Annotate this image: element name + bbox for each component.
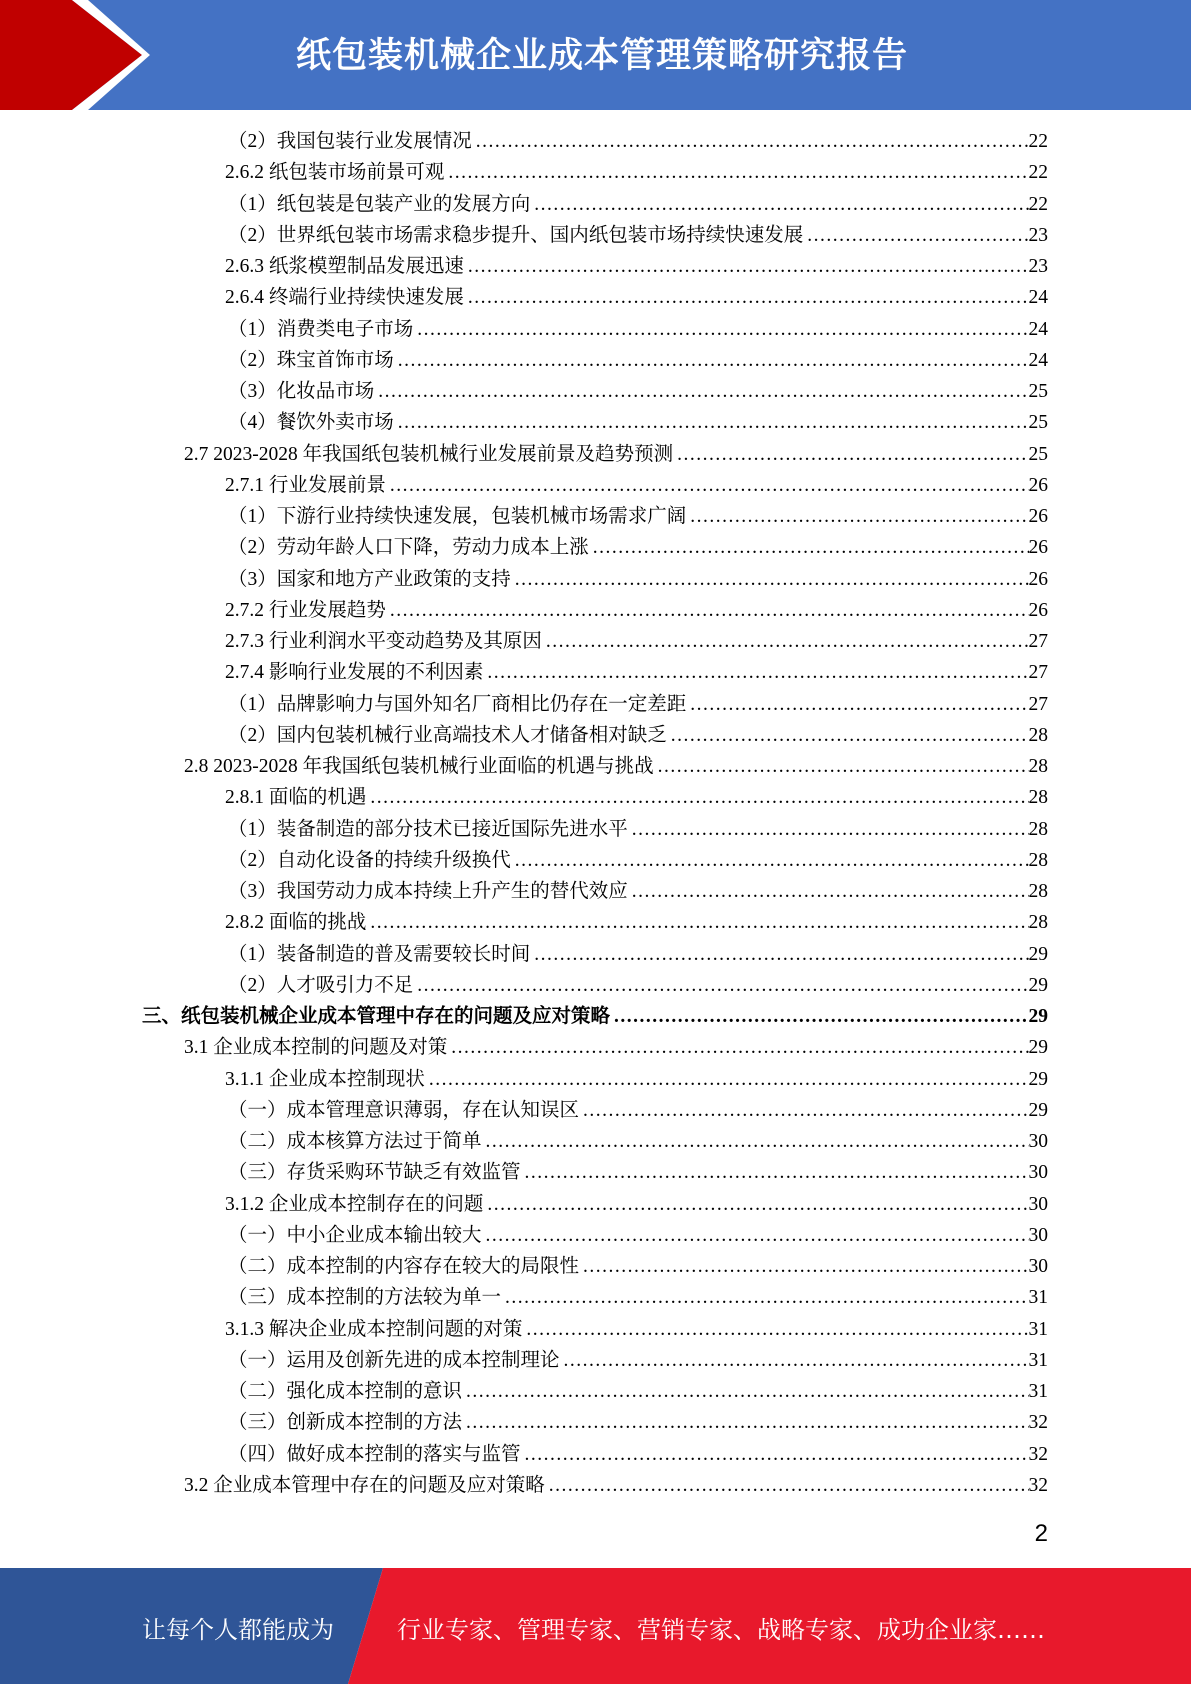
toc-leader-dots xyxy=(466,1376,1028,1407)
toc-entry-page: 31 xyxy=(1028,1287,1048,1309)
toc-leader-dots xyxy=(583,1095,1028,1126)
toc-entry-page: 28 xyxy=(1028,881,1048,902)
toc-leader-dots xyxy=(690,501,1028,532)
toc-entry[interactable] xyxy=(225,251,1048,282)
toc-entry-title: （2）自动化设备的持续升级换代 xyxy=(228,849,511,871)
toc-leader-dots xyxy=(466,1407,1028,1438)
page-footer xyxy=(0,1568,1191,1684)
toc-entry[interactable] xyxy=(228,1220,1048,1251)
toc-entry-page: 30 xyxy=(1028,1162,1048,1184)
toc-entry-page: 28 xyxy=(1028,912,1048,934)
toc-leader-dots xyxy=(526,1314,1028,1345)
toc-entry-page: 31 xyxy=(1028,1349,1048,1371)
toc-entry-page: 24 xyxy=(1028,287,1048,309)
toc-leader-dots xyxy=(593,532,1029,563)
toc-entry-page: 30 xyxy=(1028,1193,1048,1215)
toc-entry[interactable] xyxy=(225,1064,1048,1095)
toc-entry-page: 22 xyxy=(1028,162,1048,184)
toc-entry[interactable] xyxy=(184,1032,1048,1063)
toc-entry[interactable] xyxy=(228,376,1048,407)
toc-entry[interactable] xyxy=(228,407,1048,438)
toc-entry-page: 26 xyxy=(1028,599,1048,621)
toc-entry-title: （一）运用及创新先进的成本控制理论 xyxy=(228,1349,560,1371)
toc-entry[interactable] xyxy=(225,1314,1048,1345)
toc-leader-dots xyxy=(564,1345,1029,1376)
toc-entry-page: 28 xyxy=(1028,849,1048,871)
toc-leader-dots xyxy=(525,1439,1029,1470)
toc-entry[interactable] xyxy=(228,1251,1048,1282)
toc-entry-title: （2）国内包装机械行业高端技术人才储备相对缺乏 xyxy=(228,724,667,746)
toc-entry-title: 3.1.1 企业成本控制现状 xyxy=(225,1068,425,1090)
toc-leader-dots xyxy=(398,407,1029,438)
toc-entry-page: 24 xyxy=(1028,349,1048,371)
toc-entry-title: （三）创新成本控制的方法 xyxy=(228,1412,463,1434)
toc-entry[interactable] xyxy=(228,1095,1048,1126)
toc-entry[interactable] xyxy=(225,282,1048,313)
toc-entry-title: （3）国家和地方产业政策的支持 xyxy=(228,568,511,590)
toc-entry-title: 2.8 2023-2028 年我国纸包装机械行业面临的机遇与挑战 xyxy=(184,756,654,777)
toc-entry-page: 24 xyxy=(1028,318,1048,340)
toc-leader-dots xyxy=(505,1282,1028,1313)
toc-leader-dots xyxy=(534,939,1028,970)
toc-entry-page: 25 xyxy=(1028,412,1048,434)
toc-entry-title: 2.7.1 行业发展前景 xyxy=(225,474,386,496)
toc-entry[interactable] xyxy=(228,876,1048,907)
toc-entry[interactable] xyxy=(228,345,1048,376)
toc-entry[interactable] xyxy=(228,970,1048,1001)
toc-entry[interactable] xyxy=(225,595,1048,626)
toc-entry[interactable] xyxy=(225,782,1048,813)
toc-leader-dots xyxy=(546,626,1029,657)
toc-entry-title: 2.7 2023-2028 年我国纸包装机械行业发展前景及趋势预测 xyxy=(184,443,674,465)
footer-slogan-left: 让每个人都能成为 xyxy=(142,1616,334,1644)
toc-entry-title: （二）强化成本控制的意识 xyxy=(228,1381,463,1402)
toc-entry[interactable] xyxy=(228,314,1048,345)
toc-leader-dots xyxy=(671,720,1029,751)
toc-entry-title: （1）消费类电子市场 xyxy=(228,318,414,340)
footer-slogan-right: 行业专家、管理专家、营销专家、战略专家、成功企业家…… xyxy=(397,1616,1045,1644)
toc-entry-title: （1）纸包装是包装产业的发展方向 xyxy=(228,193,531,215)
toc-entry-title: 三、纸包装机械企业成本管理中存在的问题及应对策略 xyxy=(142,1006,611,1027)
toc-leader-dots xyxy=(486,1220,1029,1251)
toc-entry[interactable] xyxy=(228,564,1048,595)
toc-entry-title: 2.7.4 影响行业发展的不利因素 xyxy=(225,662,484,684)
toc-entry-title: （二）成本控制的内容存在较大的局限性 xyxy=(228,1256,580,1277)
toc-entry-page: 29 xyxy=(1028,943,1048,965)
toc-entry-title: （一）中小企业成本输出较大 xyxy=(228,1224,482,1246)
toc-leader-dots xyxy=(583,1251,1028,1282)
toc-entry[interactable] xyxy=(228,1282,1048,1313)
toc-entry[interactable] xyxy=(142,1001,1048,1032)
toc-entry-page: 30 xyxy=(1028,1256,1048,1277)
page-number: 2 xyxy=(1034,1520,1048,1547)
toc-entry[interactable] xyxy=(225,1189,1048,1220)
toc-entry[interactable] xyxy=(225,626,1048,657)
toc-entry-page: 27 xyxy=(1028,631,1048,652)
toc-entry-title: （1）品牌影响力与国外知名厂商相比仍存在一定差距 xyxy=(228,693,687,715)
toc-leader-dots xyxy=(451,1032,1028,1063)
toc-entry-page: 28 xyxy=(1028,818,1048,840)
toc-entry-title: （二）成本核算方法过于简单 xyxy=(228,1131,482,1152)
toc-entry-page: 25 xyxy=(1028,443,1048,465)
toc-entry[interactable] xyxy=(228,939,1048,970)
toc-entry[interactable] xyxy=(228,845,1048,876)
toc-leader-dots xyxy=(486,1126,1029,1157)
toc-entry-title: （1）下游行业持续快速发展，包装机械市场需求广阔 xyxy=(228,506,687,527)
toc-entry[interactable] xyxy=(228,1345,1048,1376)
toc-leader-dots xyxy=(487,657,1028,688)
toc-entry-title: 2.7.3 行业利润水平变动趋势及其原因 xyxy=(225,631,542,652)
toc-entry-title: 2.6.2 纸包装市场前景可观 xyxy=(225,162,445,184)
toc-entry[interactable] xyxy=(225,907,1048,938)
toc-entry-title: （1）装备制造的部分技术已接近国际先进水平 xyxy=(228,818,628,840)
toc-leader-dots xyxy=(448,157,1028,188)
toc-entry-page: 23 xyxy=(1028,256,1048,277)
toc-entry-page: 28 xyxy=(1028,756,1048,777)
toc-entry-title: 3.1.2 企业成本控制存在的问题 xyxy=(225,1193,484,1215)
toc-entry-title: （2）世界纸包装市场需求稳步提升、国内纸包装市场持续快速发展 xyxy=(228,224,804,246)
toc-entry[interactable] xyxy=(225,470,1048,501)
toc-entry-page: 30 xyxy=(1028,1131,1048,1152)
toc-leader-dots xyxy=(632,814,1029,845)
toc-entry-title: （四）做好成本控制的落实与监管 xyxy=(228,1443,521,1465)
toc-entry[interactable] xyxy=(228,720,1048,751)
toc-leader-dots xyxy=(468,282,1029,313)
toc-entry[interactable] xyxy=(228,532,1048,563)
toc-leader-dots xyxy=(487,1189,1028,1220)
toc-entry-title: （1）装备制造的普及需要较长时间 xyxy=(228,943,531,965)
toc-entry-page: 29 xyxy=(1028,974,1048,996)
toc-leader-dots xyxy=(658,751,1029,782)
toc-leader-dots xyxy=(417,314,1028,345)
toc-entry-title: （3）化妆品市场 xyxy=(228,381,375,402)
toc-entry-page: 31 xyxy=(1028,1318,1048,1340)
toc-entry-page: 26 xyxy=(1028,568,1048,590)
toc-entry-page: 31 xyxy=(1028,1381,1048,1402)
toc-entry-title: （2）珠宝首饰市场 xyxy=(228,349,394,371)
toc-entry[interactable] xyxy=(184,439,1048,470)
toc-entry-page: 30 xyxy=(1028,1224,1048,1246)
toc-entry[interactable] xyxy=(228,1376,1048,1407)
toc-entry-page: 27 xyxy=(1028,693,1048,715)
toc-entry-title: （4）餐饮外卖市场 xyxy=(228,412,394,434)
toc-leader-dots xyxy=(807,220,1028,251)
toc-leader-dots xyxy=(370,907,1028,938)
toc-leader-dots xyxy=(614,1001,1028,1032)
toc-entry-page: 22 xyxy=(1028,131,1048,152)
toc-entry[interactable] xyxy=(228,1157,1048,1188)
toc-entry-page: 23 xyxy=(1028,224,1048,246)
toc-entry-page: 26 xyxy=(1028,474,1048,496)
toc-entry-page: 22 xyxy=(1028,193,1048,215)
toc-entry-page: 28 xyxy=(1028,787,1048,809)
toc-leader-dots xyxy=(534,189,1028,220)
toc-entry-page: 32 xyxy=(1028,1474,1048,1496)
toc-leader-dots xyxy=(468,251,1029,282)
toc-entry[interactable] xyxy=(228,501,1048,532)
toc-leader-dots xyxy=(690,689,1028,720)
toc-entry[interactable] xyxy=(225,157,1048,188)
toc-leader-dots xyxy=(378,376,1028,407)
toc-entry-title: （3）我国劳动力成本持续上升产生的替代效应 xyxy=(228,881,628,902)
page-header xyxy=(0,0,1191,110)
toc-entry-page: 29 xyxy=(1028,1006,1048,1027)
toc-leader-dots xyxy=(525,1157,1029,1188)
toc-leader-dots xyxy=(398,345,1029,376)
toc-leader-dots xyxy=(549,1470,1029,1501)
toc-leader-dots xyxy=(632,876,1029,907)
toc-entry-title: 2.8.2 面临的挑战 xyxy=(225,912,367,934)
toc-entry-page: 28 xyxy=(1028,724,1048,746)
toc-entry-page: 32 xyxy=(1028,1443,1048,1465)
toc-entry-page: 26 xyxy=(1028,537,1048,559)
toc-entry[interactable] xyxy=(228,220,1048,251)
toc-entry[interactable] xyxy=(225,657,1048,688)
toc-entry-page: 29 xyxy=(1028,1099,1048,1121)
toc-entry-page: 26 xyxy=(1028,506,1048,527)
toc-leader-dots xyxy=(515,845,1029,876)
toc-entry-title: （三）成本控制的方法较为单一 xyxy=(228,1287,502,1309)
toc-entry-title: 3.1.3 解决企业成本控制问题的对策 xyxy=(225,1318,523,1340)
toc-entry[interactable] xyxy=(228,126,1048,157)
toc-entry-page: 29 xyxy=(1028,1037,1048,1059)
toc-entry-title: （2）我国包装行业发展情况 xyxy=(228,131,472,152)
toc-entry[interactable] xyxy=(184,1470,1048,1501)
toc-entry-page: 27 xyxy=(1028,662,1048,684)
toc-entry-title: （一）成本管理意识薄弱，存在认知误区 xyxy=(228,1099,580,1121)
toc-leader-dots xyxy=(429,1064,1029,1095)
toc-entry[interactable] xyxy=(228,1126,1048,1157)
report-title: 纸包装机械企业成本管理策略研究报告 xyxy=(296,36,909,76)
toc-leader-dots xyxy=(515,564,1029,595)
toc-entry-title: 3.2 企业成本管理中存在的问题及应对策略 xyxy=(184,1474,545,1496)
toc-entry-title: 2.6.4 终端行业持续快速发展 xyxy=(225,287,464,309)
toc-leader-dots xyxy=(677,439,1028,470)
toc-entry-page: 29 xyxy=(1028,1068,1048,1090)
toc-leader-dots xyxy=(390,470,1029,501)
toc-entry[interactable] xyxy=(228,1407,1048,1438)
toc-leader-dots xyxy=(476,126,1029,157)
toc-entry-page: 25 xyxy=(1028,381,1048,402)
toc-entry-title: 2.7.2 行业发展趋势 xyxy=(225,599,386,621)
toc-entry[interactable] xyxy=(184,751,1048,782)
toc-entry-title: 2.8.1 面临的机遇 xyxy=(225,787,367,809)
toc-entry-title: 2.6.3 纸浆模塑制品发展迅速 xyxy=(225,256,464,277)
toc-leader-dots xyxy=(390,595,1029,626)
toc-entry-page: 32 xyxy=(1028,1412,1048,1434)
toc-entry-title: 3.1 企业成本控制的问题及对策 xyxy=(184,1037,448,1059)
toc-entry[interactable] xyxy=(228,189,1048,220)
toc-entry-title: （2）人才吸引力不足 xyxy=(228,974,414,996)
toc-entry[interactable] xyxy=(228,814,1048,845)
toc-leader-dots xyxy=(370,782,1028,813)
toc-entry[interactable] xyxy=(228,689,1048,720)
toc-entry-title: （三）存货采购环节缺乏有效监管 xyxy=(228,1162,521,1184)
toc-leader-dots xyxy=(417,970,1028,1001)
toc-entry-title: （2）劳动年龄人口下降，劳动力成本上涨 xyxy=(228,537,589,559)
toc-entry[interactable] xyxy=(228,1439,1048,1470)
